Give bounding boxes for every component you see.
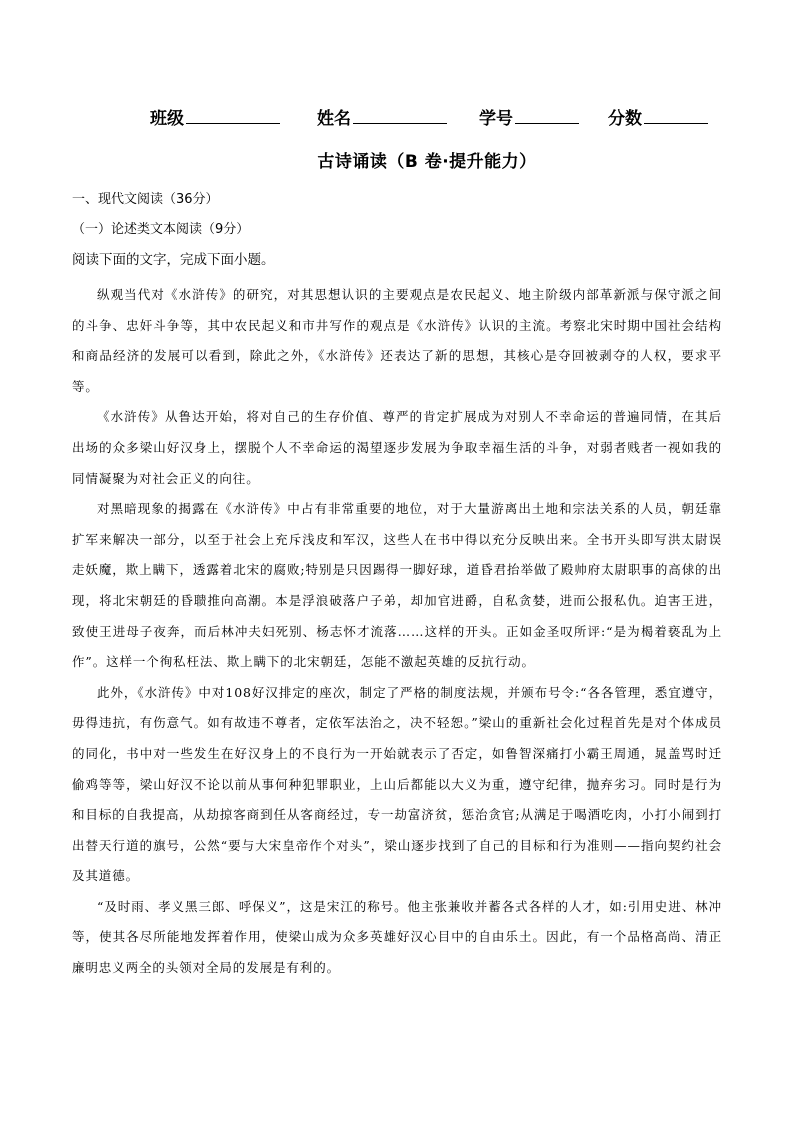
- name-label: 姓名: [317, 109, 351, 129]
- class-label: 班级: [150, 109, 184, 129]
- score-label: 分数: [608, 109, 642, 129]
- student-id-label: 学号: [479, 109, 513, 129]
- name-field[interactable]: [317, 104, 447, 129]
- class-blank[interactable]: [186, 107, 280, 124]
- name-blank[interactable]: [353, 107, 447, 124]
- passage-paragraph: 《水浒传》从鲁达开始，将对自己的生存价值、尊严的肯定扩展成为对别人不幸命运的普遍同情，在其后出场的众多梁山好汉身上，摆脱个人不幸命运的渴望逐步发展为争取幸福生活的斗争，对弱者贱者一视如我的同情凝聚为对社会正义的向往。: [72, 409, 722, 486]
- score-blank[interactable]: [644, 107, 708, 124]
- student-info-header: [150, 104, 720, 130]
- passage-paragraph: 此外，《水浒传》中对108好汉排定的座次，制定了严格的制度法规，并颁布号令:“各各管理，悉宜遵守，毋得违抗，有伤意气。如有故违不尊者，定依军法治之，决不轻恕。”梁山的重新社会化过程首先是对个体成员的同化，书中对一些发生在好汉身上的不良行为一开始就表示了否定，如鲁智深痛打小霸王周通，晁盖骂时迁偷鸡等等，梁山好汉不论以前从事何种犯罪职业，上山后都能以大义为重，遵守纪律，抛弃劣习。同时是行为和目标的自我提高，从劫掠客商到任从客商经过，专一劫富济贫，惩治贪官;从满足于喝酒吃肉，小打小闹到打出替天行道的旗号，公然“要与大宋皇帝作个对头”，梁山逐步找到了自己的目标和行为准则——指向契约社会及其道德。: [72, 684, 722, 884]
- score-field[interactable]: [608, 104, 708, 129]
- document-title: 古诗诵读（B 卷·提升能力）: [317, 152, 537, 172]
- section-heading: 一、现代文阅读（36分）: [72, 192, 219, 207]
- passage-paragraph: 对黑暗现象的揭露在《水浒传》中占有非常重要的地位，对于大量游离出土地和宗法关系的人员，朝廷靠扩军来解决一部分，以至于社会上充斥浅皮和军汉，这些人在书中得以充分反映出来。全书开头即写洪太尉误走妖魔，欺上瞒下，透露着北宋的腐败;特别是只因踢得一脚好球，道昏君抬举做了殿帅府太尉职事的高俅的出现，将北宋朝廷的昏聩推向高潮。本是浮浪破落户子弟，却加官进爵，自私贪婪，进而公报私仇。迫害王进，致使王进母子夜奔，而后林冲夫妇死别、杨志怀才流落……这样的开头。正如金圣叹所评:“是为楬着亵乱为上作”。这样一个徇私枉法、欺上瞒下的北宋朝廷，怎能不激起英雄的反抗行动。: [72, 501, 722, 670]
- passage-paragraph: “及时雨、孝义黑三郎、呼保义”，这是宋江的称号。他主张兼收并蓄各式各样的人才，如:引用史进、林冲等，使其各尽所能地发挥着作用，使梁山成为众多英雄好汉心目中的自由乐土。因此，有一个品格高尚、清正廉明忠义两全的头领对全局的发展是有利的。: [72, 898, 722, 976]
- student-id-blank[interactable]: [515, 107, 579, 124]
- passage-paragraph: 纵观当代对《水浒传》的研究，对其思想认识的主要观点是农民起义、地主阶级内部革新派与保守派之间的斗争、忠奸斗争等，其中农民起义和市井写作的观点是《水浒传》认识的主流。考察北宋时期中国社会结构和商品经济的发展可以看到，除此之外，《水浒传》还表达了新的思想，其核心是夺回被剥夺的人权，要求平等。: [72, 287, 722, 394]
- reading-passage: [72, 280, 722, 984]
- reading-instruction: 阅读下面的文字，完成下面小题。: [72, 252, 275, 268]
- subsection-heading: （一）论述类文本阅读（9分）: [72, 222, 250, 237]
- class-field[interactable]: [150, 104, 280, 129]
- student-id-field[interactable]: [479, 104, 579, 129]
